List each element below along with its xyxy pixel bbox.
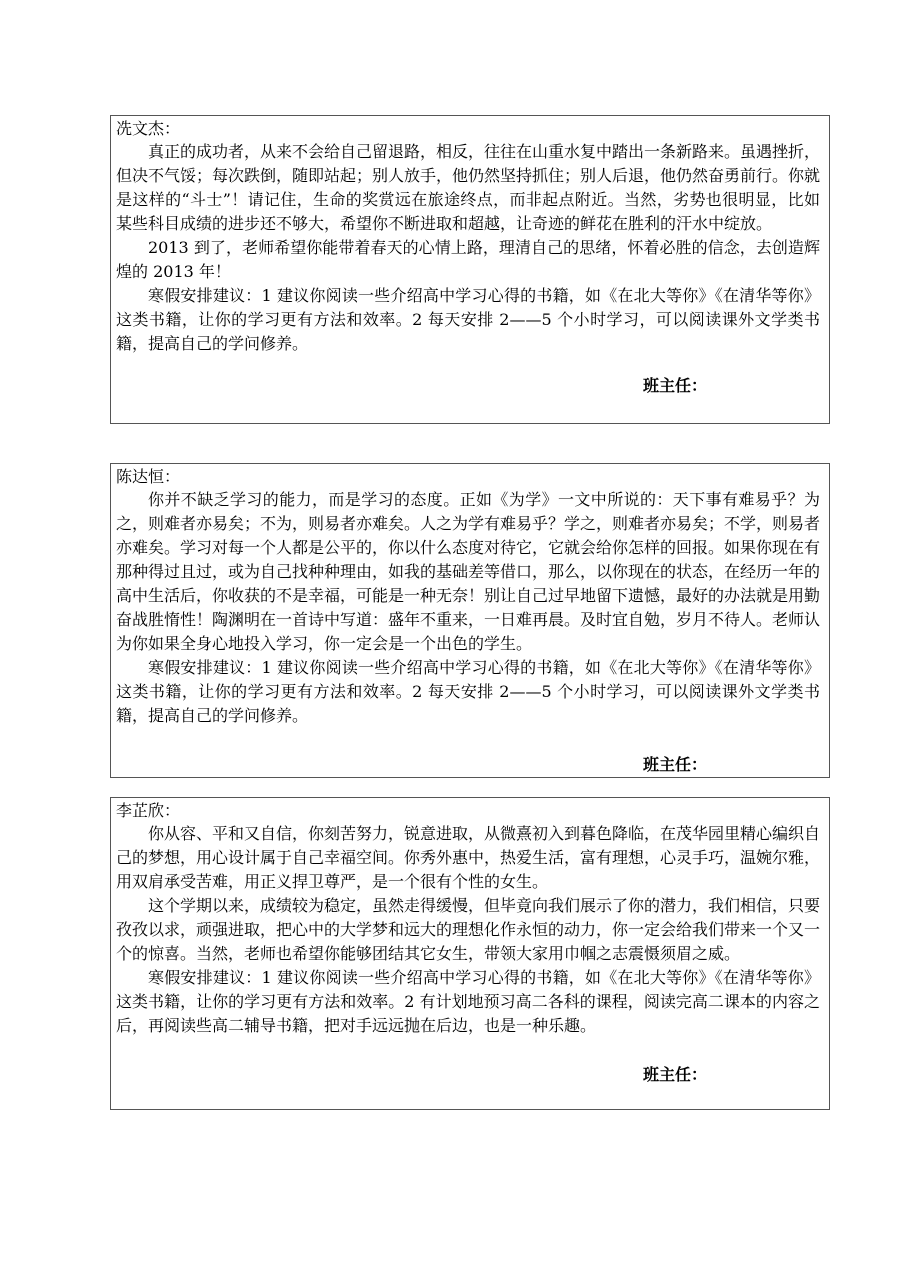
comment-paragraph: 你并不缺乏学习的能力，而是学习的态度。正如《为学》一文中所说的：天下事有难易乎？为之，则难者亦易矣；不为，则易者亦难矣。人之为学有难易乎？学之，则难者亦易矣；不学，则易者亦难矣。学习对每一个人都是公平的，你以什么态度对待它，它就会给你怎样的回报。如果你现在有那种得过且过，或为自己找种种理由，如我的基础差等借口，那么，以你现在的状态，在经历一年的高中生活后，你收获的不是幸福，可能是一种无奈！别让自己过早地留下遗憾，最好的办法就是用勤奋战胜惰性！陶渊明在一首诗中写道：盛年不重来，一日难再晨。及时宜自勉，岁月不待人。老师认为你如果全身心地投入学习，你一定会是一个出色的学生。	[116, 490, 821, 653]
student-name: 李芷欣：	[116, 801, 181, 820]
comment-card	[110, 797, 830, 1110]
holiday-suggestion: 寒假安排建议：1 建议你阅读一些介绍高中学习心得的书籍，如《在北大等你》《在清华等你》这类书籍，让你的学习更有方法和效率。2 有计划地预习高二各科的课程，阅读完高二课本的内容之后，再阅读些高二辅导书籍，把对手远远抛在后边，也是一种乐趣。	[116, 968, 820, 1035]
comment-card	[110, 463, 830, 778]
comment-paragraph: 2013 到了，老师希望你能带着春天的心情上路，理清自己的思绪，怀着必胜的信念，去创造辉煌的 2013 年！	[116, 238, 820, 281]
comment-card	[110, 115, 830, 424]
comment-paragraph: 你从容、平和又自信，你刻苦努力，锐意进取，从微熹初入到暮色降临，在茂华园里精心编织自己的梦想，用心设计属于自己幸福空间。你秀外惠中，热爱生活，富有理想，心灵手巧，温婉尔雅，用双肩承受苦难，用正义捍卫尊严，是一个很有个性的女生。	[116, 824, 821, 891]
teacher-signature-label: 班主任：	[643, 755, 708, 774]
comment-paragraph: 这个学期以来，成绩较为稳定，虽然走得缓慢，但毕竟向我们展示了你的潜力，我们相信，只要孜孜以求，顽强进取，把心中的大学梦和远大的理想化作永恒的动力，你一定会给我们带来一个又一个的惊喜。当然，老师也希望你能够团结其它女生，带领大家用巾帼之志震慑须眉之威。	[116, 896, 821, 963]
student-name: 冼文杰：	[116, 119, 181, 138]
holiday-suggestion: 寒假安排建议：1 建议你阅读一些介绍高中学习心得的书籍，如《在北大等你》《在清华等你》这类书籍，让你的学习更有方法和效率。2 每天安排 2——5 个小时学习，可以阅读课外文学类书籍，提高自己的学问修养。	[116, 286, 820, 353]
holiday-suggestion: 寒假安排建议：1 建议你阅读一些介绍高中学习心得的书籍，如《在北大等你》《在清华等你》这类书籍，让你的学习更有方法和效率。2 每天安排 2——5 个小时学习，可以阅读课外文学类书籍，提高自己的学问修养。	[116, 658, 820, 725]
teacher-signature-label: 班主任：	[643, 376, 708, 395]
teacher-signature-label: 班主任：	[643, 1065, 708, 1084]
comment-paragraph: 真正的成功者，从来不会给自己留退路，相反，往往在山重水复中踏出一条新路来。虽遇挫折，但决不气馁；每次跌倒，随即站起；别人放手，他仍然坚持抓住；别人后退，他仍然奋勇前行。你就是这样的“斗士”！请记住，生命的奖赏远在旅途终点，而非起点附近。当然，劣势也很明显，比如某些科目成绩的进步还不够大，希望你不断进取和超越，让奇迹的鲜花在胜利的汗水中绽放。	[116, 142, 821, 233]
student-name: 陈达恒：	[116, 467, 181, 486]
